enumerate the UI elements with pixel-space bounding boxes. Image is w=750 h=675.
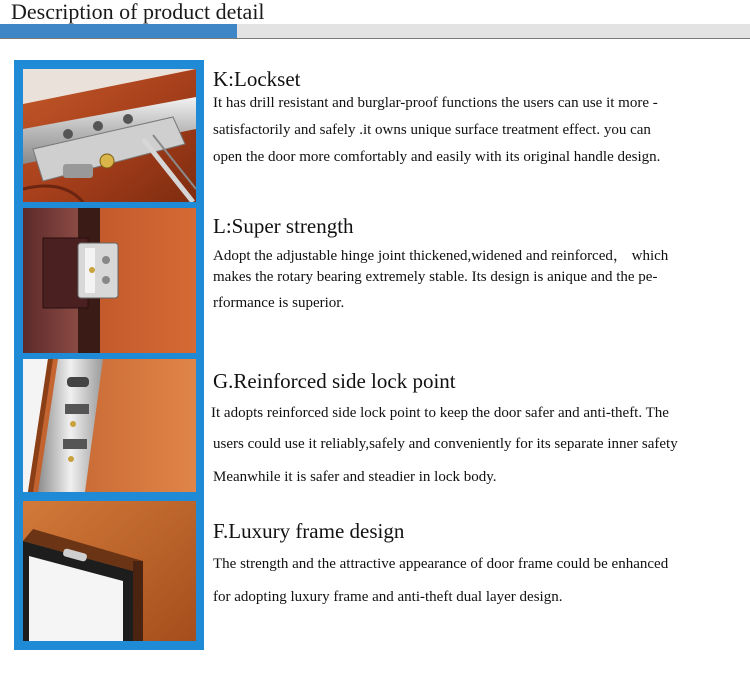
section-text-line: open the door more comfortably and easily with its original handle design. [213, 149, 661, 165]
section-text-line: users could use it reliably,safely and conveniently for its separate inner safety [213, 436, 678, 452]
section-text-line: The strength and the attractive appearance of door frame could be enhanced [213, 556, 669, 572]
hinge-photo [23, 208, 196, 353]
section-title-lockset: K:Lockset [213, 67, 301, 91]
lockset-photo [23, 69, 196, 202]
header-divider [0, 38, 750, 39]
header-bar-accent [0, 24, 237, 38]
page-title: Description of product detail [11, 0, 265, 24]
section-text-line: It adopts reinforced side lock point to keep the door safer and anti-theft. The [211, 405, 669, 421]
product-photo-column [14, 60, 204, 650]
section-title-side-lock: G.Reinforced side lock point [213, 369, 456, 393]
section-text-line: Meanwhile it is safer and steadier in lock body. [213, 469, 497, 485]
section-text-line: It has drill resistant and burglar-proof functions the users can use it more - [213, 95, 658, 111]
section-text-line: Adopt the adjustable hinge joint thickened,widened and reinforced， which [213, 248, 669, 264]
section-text-line: for adopting luxury frame and anti-theft dual layer design. [213, 589, 563, 605]
section-title-luxury-frame: F.Luxury frame design [213, 519, 405, 543]
section-text-line: satisfactorily and safely .it owns unique surface treatment effect. you can [213, 122, 651, 138]
section-text-line: makes the rotary bearing extremely stable. Its design is anique and the pe- [213, 269, 658, 285]
side-lock-photo [23, 359, 196, 492]
frame-photo [23, 501, 196, 641]
section-text-line: rformance is superior. [213, 295, 345, 311]
section-title-super-strength: L:Super strength [213, 214, 354, 238]
